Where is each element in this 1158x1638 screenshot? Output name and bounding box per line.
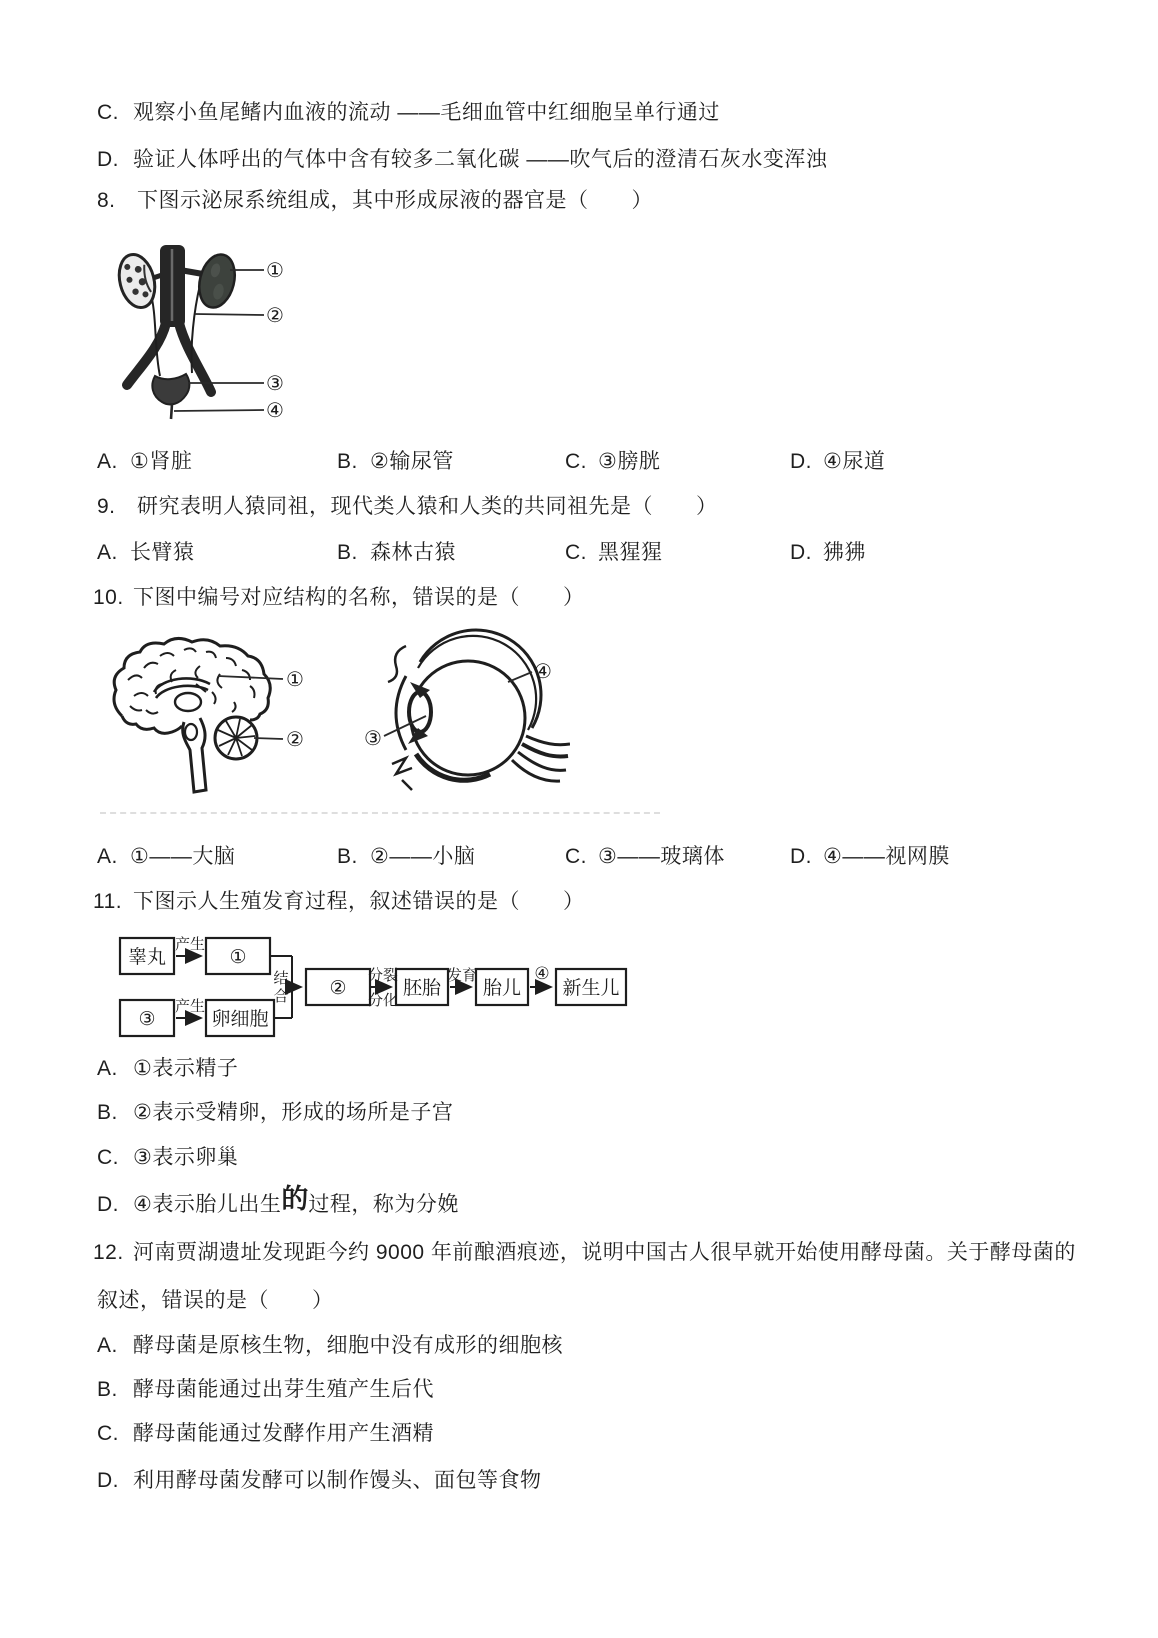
option-text: ①表示精子: [133, 1057, 239, 1080]
q12-option-d: [97, 1468, 542, 1493]
question-number: 9.: [97, 495, 116, 518]
q11-option-b: [97, 1100, 453, 1125]
option-text: ③——玻璃体: [598, 845, 725, 868]
option-text: 狒狒: [823, 541, 866, 564]
option-text: 利用酵母菌发酵可以制作馒头、面包等食物: [133, 1469, 542, 1492]
option-text-emphasis: 的: [281, 1184, 309, 1214]
right-kidney: [194, 251, 240, 312]
flow-divide-label: 分裂: [367, 967, 399, 984]
question-text: 研究表明人猿同祖，现代类人猿和人类的共同祖先是（ ）: [137, 495, 718, 518]
label-line-2: [254, 738, 283, 739]
q7-option-c: [97, 100, 720, 125]
option-label: D.: [97, 1193, 119, 1216]
q11-stem: [93, 889, 585, 914]
option-label: D.: [790, 541, 812, 564]
option-label: A.: [97, 845, 118, 868]
q8-stem: [97, 188, 653, 213]
scan-artifact-line: [100, 812, 660, 814]
flow-box-newborn-label: 新生儿: [562, 978, 620, 999]
option-label: C.: [97, 1422, 119, 1445]
urethra: [171, 404, 172, 419]
option-label: D.: [790, 450, 812, 473]
option-label: B.: [337, 450, 358, 473]
q7-option-d: [97, 147, 827, 172]
flow-box-fetus-label: 胎儿: [482, 978, 522, 999]
label-line-4: [174, 410, 264, 411]
option-text: ②输尿管: [370, 450, 454, 473]
option-label: D.: [97, 1469, 119, 1492]
cornea: [396, 676, 406, 750]
q10-stem: [93, 585, 585, 610]
flow-combine-label-1: 结: [273, 970, 289, 987]
option-text: ①肾脏: [130, 450, 193, 473]
question-number: 12.: [93, 1241, 124, 1264]
q12-option-c: [97, 1421, 434, 1446]
option-text: 酵母菌是原核生物，细胞中没有成形的细胞核: [133, 1334, 563, 1357]
flow-step4-label: ④: [534, 964, 550, 983]
q12-stem-line2: [97, 1288, 334, 1313]
diagram-label-2: ②: [266, 305, 284, 327]
flow-combine-label-2: 合: [273, 988, 289, 1005]
q11-option-d: [97, 1184, 459, 1217]
question-text: 下图示泌尿系统组成，其中形成尿液的器官是（ ）: [137, 189, 653, 212]
flow-box-3-label: ③: [138, 1009, 156, 1030]
label-line-2: [195, 314, 264, 315]
option-text: ②——小脑: [370, 845, 476, 868]
option-label: C.: [97, 101, 119, 124]
option-text: 森林古猿: [370, 541, 456, 564]
diagram-label-3: ③: [266, 373, 284, 395]
reproduction-flowchart: [100, 932, 720, 1044]
q11-option-a: [97, 1056, 238, 1081]
option-label: C.: [97, 1146, 119, 1169]
question-number: 8.: [97, 189, 116, 212]
flow-develop-label: 发育: [446, 967, 478, 984]
diagram-label-3: ③: [364, 728, 382, 750]
option-text: 黑猩猩: [598, 541, 663, 564]
q11-option-c: [97, 1145, 238, 1170]
option-label: C.: [565, 450, 587, 473]
option-text: 长臂猿: [130, 541, 195, 564]
question-text: 下图中编号对应结构的名称，错误的是（ ）: [133, 586, 585, 609]
option-label: D.: [97, 148, 119, 171]
option-label: A.: [97, 541, 118, 564]
option-label: A.: [97, 450, 118, 473]
option-text: ②表示受精卵，形成的场所是子宫: [133, 1101, 454, 1124]
option-label: D.: [790, 845, 812, 868]
brain-diagram: [114, 638, 283, 792]
option-text: ①——大脑: [130, 845, 236, 868]
diagram-label-4: ④: [534, 661, 552, 683]
option-text: 观察小鱼尾鳍内血液的流动 ——毛细血管中红细胞呈单行通过: [133, 101, 720, 124]
flow-arrow-produce-bottom-label: 产生: [174, 998, 206, 1015]
q9-stem: [97, 494, 718, 519]
option-text: 酵母菌能通过发酵作用产生酒精: [133, 1422, 434, 1445]
q12-stem-line1: [93, 1240, 1076, 1265]
flow-box-testis-label: 睾丸: [127, 947, 167, 968]
diagram-label-1: ①: [286, 669, 304, 691]
option-label: B.: [97, 1378, 118, 1401]
question-number: 11.: [93, 890, 123, 913]
question-text: 河南贾湖遗址发现距今约 9000 年前酿酒痕迹，说明中国古人很早就开始使用酵母菌。关于酵母菌的: [133, 1241, 1076, 1264]
question-text: 叙述，错误的是（ ）: [97, 1289, 334, 1312]
flow-box-embryo-label: 胚胎: [402, 978, 442, 999]
option-label: C.: [565, 845, 587, 868]
option-text: ④尿道: [823, 450, 886, 473]
diagram-label-4: ④: [266, 400, 284, 422]
q12-option-a: [97, 1333, 563, 1358]
flow-box-1-label: ①: [229, 947, 247, 968]
q12-option-b: [97, 1377, 434, 1402]
option-text: ③表示卵巢: [133, 1146, 239, 1169]
option-text: ④——视网膜: [823, 845, 950, 868]
bladder: [152, 374, 189, 404]
diagram-label-1: ①: [266, 260, 284, 282]
option-text: 过程，称为分娩: [308, 1193, 459, 1216]
option-text: ③膀胱: [598, 450, 661, 473]
question-text: 下图示人生殖发育过程，叙述错误的是（ ）: [133, 890, 585, 913]
label-line-4: [508, 672, 532, 682]
brain-eye-diagram: [100, 618, 570, 803]
option-label: A.: [97, 1057, 118, 1080]
option-label: A.: [97, 1334, 118, 1357]
option-label: B.: [97, 1101, 118, 1124]
option-text: 验证人体呼出的气体中含有较多二氧化碳 ——吹气后的澄清石灰水变浑浊: [133, 148, 828, 171]
option-text: 酵母菌能通过出芽生殖产生后代: [133, 1378, 434, 1401]
question-number: 10.: [93, 586, 124, 609]
flow-differentiate-label: 分化: [367, 992, 399, 1009]
diagram-label-2: ②: [286, 729, 304, 751]
flow-box-egg-label: 卵细胞: [211, 1009, 269, 1030]
flow-box-2-label: ②: [329, 978, 347, 999]
flow-arrow-produce-top-label: 产生: [174, 936, 206, 953]
option-text: ④表示胎儿出生: [133, 1193, 282, 1216]
urinary-system-diagram: [100, 233, 300, 428]
option-label: C.: [565, 541, 587, 564]
eye-diagram: [384, 630, 570, 790]
option-label: B.: [337, 541, 358, 564]
option-label: B.: [337, 845, 358, 868]
